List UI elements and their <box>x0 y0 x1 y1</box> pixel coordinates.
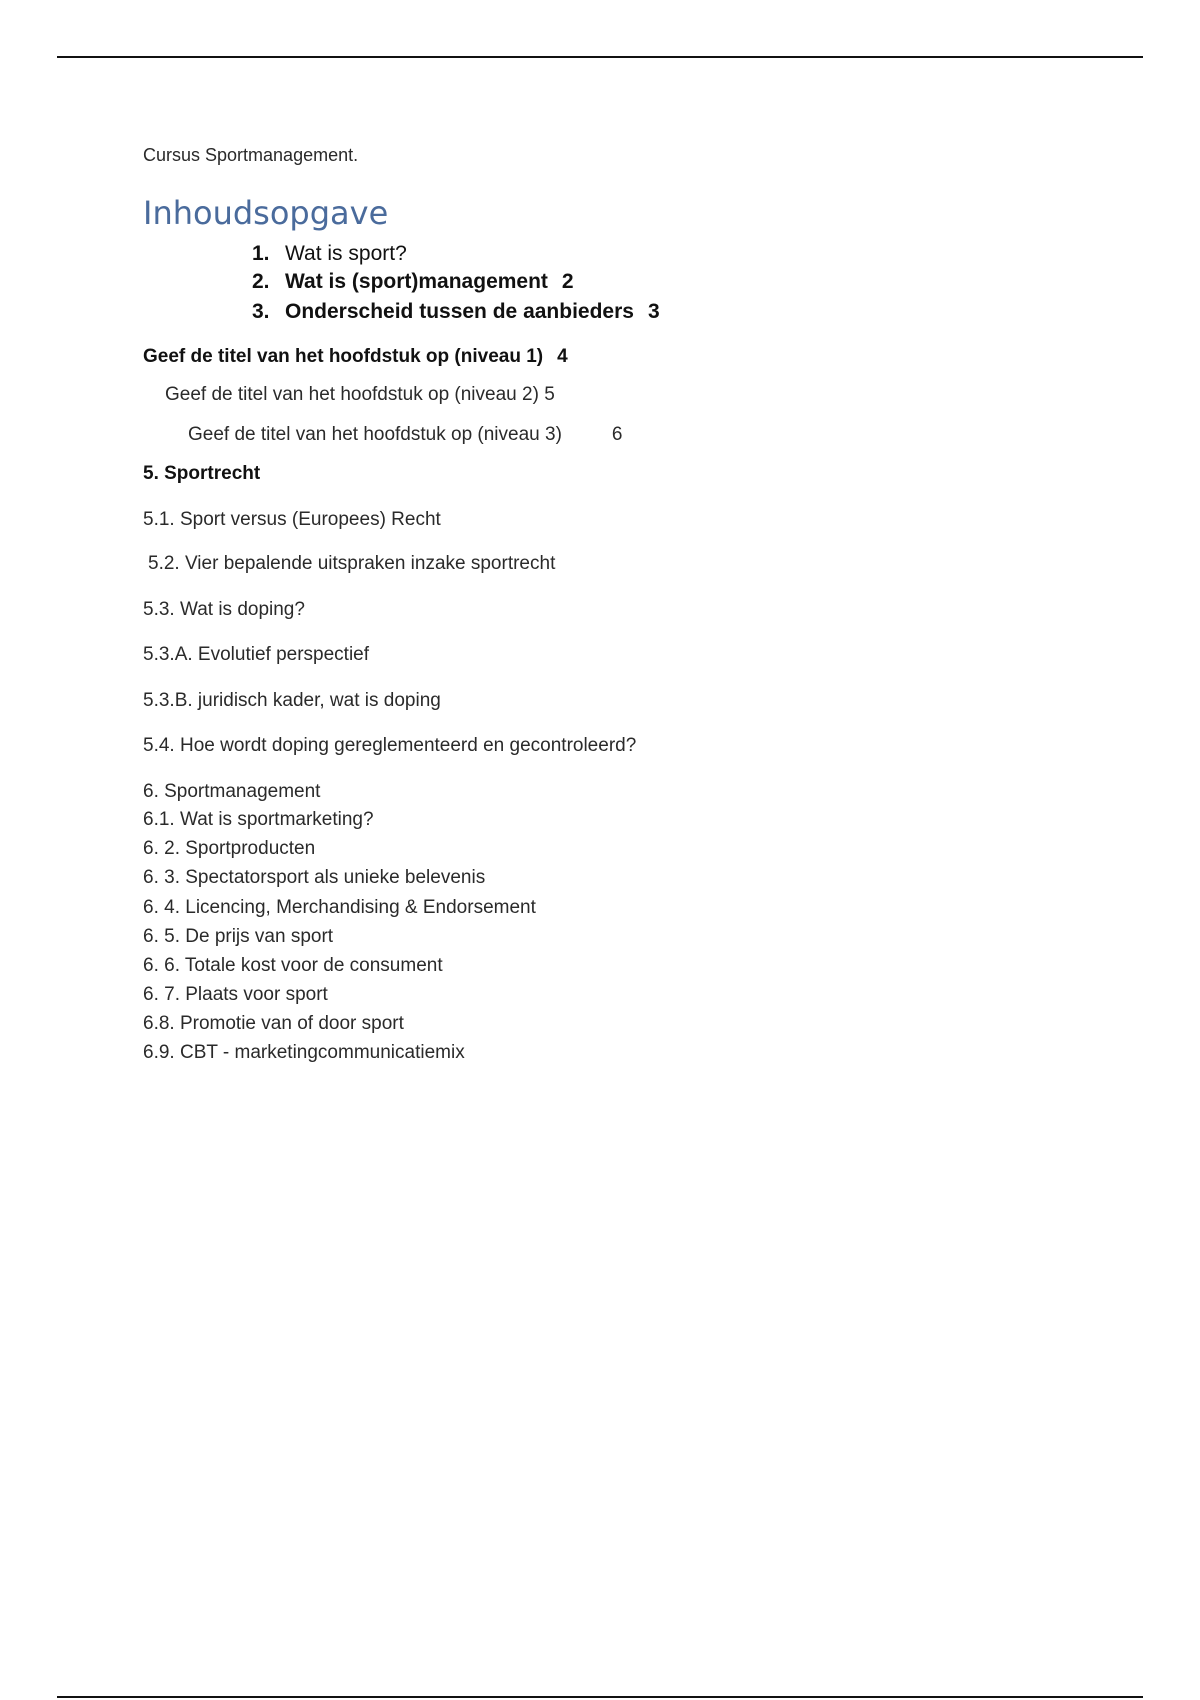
toc-heading: Inhoudsopgave <box>143 194 389 232</box>
section-6-item[interactable]: 6.1. Wat is sportmarketing? <box>143 809 374 830</box>
course-title: Cursus Sportmanagement. <box>143 145 359 165</box>
entry-page: 6 <box>611 424 623 445</box>
toc-numbered-item[interactable] <box>252 242 407 266</box>
toc-numbered-item[interactable] <box>252 270 574 294</box>
item-number: 2. <box>252 270 270 293</box>
section-6-item[interactable]: 6.8. Promotie van of door sport <box>143 1013 404 1034</box>
toc-entry-level-1[interactable] <box>143 346 568 368</box>
section-5-item[interactable]: 5.3.A. Evolutief perspectief <box>143 644 370 665</box>
item-page: 3 <box>647 300 660 323</box>
header-rule <box>57 56 1143 58</box>
section-6-item[interactable]: 6. 4. Licencing, Merchandising & Endorsement <box>143 897 536 918</box>
entry-text: Geef de titel van het hoofdstuk op (niveau 2) <box>165 384 539 405</box>
toc-entry-level-3[interactable] <box>188 424 622 446</box>
section-6-title[interactable]: 6. Sportmanagement <box>143 781 321 802</box>
section-6-item[interactable]: 6. 6. Totale kost voor de consument <box>143 955 443 976</box>
section-5-item[interactable]: 5.2. Vier bepalende uitspraken inzake sportrecht <box>148 553 556 574</box>
footer-rule <box>57 1696 1143 1698</box>
section-5-item[interactable]: 5.3. Wat is doping? <box>143 599 305 620</box>
section-6-item[interactable]: 6. 7. Plaats voor sport <box>143 984 328 1005</box>
item-text: Onderscheid tussen de aanbieders <box>285 300 634 323</box>
item-number: 3. <box>252 300 270 323</box>
item-text: Wat is (sport)management <box>285 270 548 293</box>
toc-entry-level-2[interactable] <box>165 384 555 406</box>
entry-text: Geef de titel van het hoofdstuk op (niveau 1) <box>143 346 544 367</box>
section-6-item[interactable]: 6. 5. De prijs van sport <box>143 926 334 947</box>
item-page: 2 <box>561 270 574 293</box>
toc-numbered-item[interactable] <box>252 300 660 324</box>
item-text: Wat is sport? <box>285 242 407 265</box>
section-5-title[interactable]: 5. Sportrecht <box>143 463 261 484</box>
section-5-item[interactable]: 5.4. Hoe wordt doping gereglementeerd en gecontroleerd? <box>143 735 637 756</box>
section-5-item[interactable]: 5.1. Sport versus (Europees) Recht <box>143 509 441 530</box>
section-6-item[interactable]: 6. 3. Spectatorsport als unieke belevenis <box>143 867 486 888</box>
section-6-item[interactable]: 6. 2. Sportproducten <box>143 838 316 859</box>
item-number: 1. <box>252 242 270 265</box>
section-6-item[interactable]: 6.9. CBT - marketingcommunicatiemix <box>143 1042 465 1063</box>
section-5-item[interactable]: 5.3.B. juridisch kader, wat is doping <box>143 690 441 711</box>
entry-page: 4 <box>557 346 568 367</box>
entry-page: 5 <box>544 384 555 405</box>
entry-text: Geef de titel van het hoofdstuk op (niveau 3) <box>188 424 562 445</box>
